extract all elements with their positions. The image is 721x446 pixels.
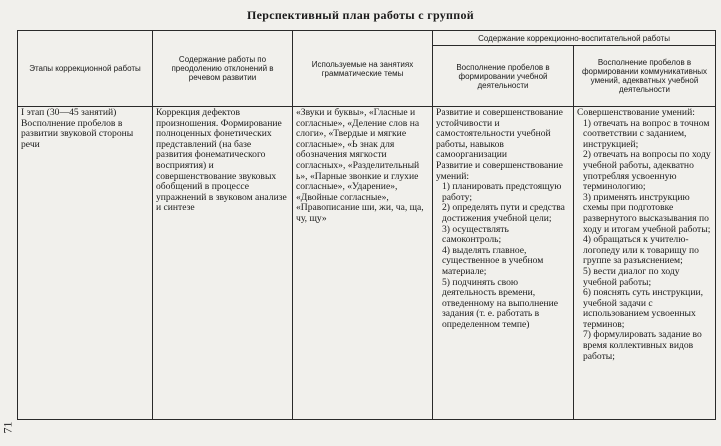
cell-edu bbox=[433, 107, 574, 420]
cell-stage bbox=[18, 107, 153, 420]
topics-text: «Звуки и буквы», «Гласные и согласные», «Деление слов на слоги», «Твердые и мягкие согласные», «Ь знак для обозначения мягкости согласных», «Разделительный ь», «Парные звонкие и глухие согласные», «Ударение», «Двойные согласные», «Правописание ши, жи, ча, ща, чу, щу» bbox=[296, 107, 424, 224]
edu-item: Развитие и совершенствование умений: bbox=[436, 159, 563, 182]
comm-item: 6) пояснять суть инструкции, учебной задачи с использованием усвоенных терминов; bbox=[583, 287, 703, 330]
edu-item: 4) выделять главное, существенное в учебном материале; bbox=[442, 244, 544, 277]
comm-item: Совершенствование умений: bbox=[577, 107, 695, 118]
comm-item: 4) обращаться к учителю-логопеду или к товарищу по группе за разъяснением; bbox=[583, 234, 699, 267]
stage-description: Восполнение пробелов в развитии звуковой стороны речи bbox=[21, 117, 134, 150]
cell-content bbox=[153, 107, 293, 420]
page-number: 71 bbox=[0, 421, 15, 434]
header-comm: Восполнение пробелов в формировании коммуникативных умений, адекватных учебной деятельности bbox=[574, 46, 716, 107]
stage-title: I этап (30—45 занятий) bbox=[21, 107, 117, 118]
comm-item: 3) применять инструкцию схемы при подготовке развернутого высказывания по ходу и итогам учебной работы; bbox=[583, 191, 711, 235]
comm-item: 1) отвечать на вопрос в точном соответствии с заданием, инструкцией; bbox=[583, 117, 710, 150]
cell-comm bbox=[574, 107, 716, 420]
comm-item: 5) вести диалог по ходу учебной работы; bbox=[583, 265, 680, 288]
header-topics: Используемые на занятиях грамматические темы bbox=[293, 31, 433, 107]
edu-item: 3) осуществлять самоконтроль; bbox=[442, 223, 509, 246]
plan-table bbox=[17, 30, 716, 420]
content-text: Коррекция дефектов произношения. Формирование полноценных фонетических представлений (на базе развития фонематического восприятия) и совершенствование звуковых обобщений в процессе упражнений в звуковом анализе и синтезе bbox=[156, 107, 287, 214]
edu-item: Развитие и совершенствование устойчивости и самостоятельности учебной работы, навыков самоорганизации bbox=[436, 107, 563, 161]
cell-topics bbox=[293, 107, 433, 420]
header-stages: Этапы коррекционной работы bbox=[18, 31, 153, 107]
edu-item: 2) определять пути и средства достижения учебной цели; bbox=[442, 202, 565, 224]
page-title: Перспективный план работы с группой bbox=[246, 8, 474, 22]
edu-item: 1) планировать предстоящую работу; bbox=[442, 181, 562, 203]
header-edu: Восполнение пробелов в формировании учебной деятельности bbox=[433, 46, 574, 107]
header-group: Содержание коррекционно-воспитательной работы bbox=[433, 31, 716, 46]
comm-item: 2) отвечать на вопросы по ходу учебной работы, адекватно употребляя усвоенную терминологию; bbox=[583, 149, 711, 193]
header-content: Содержание работы по преодолению отклонений в речевом развитии bbox=[153, 31, 293, 107]
comm-item: 7) формулировать задание во время коллективных видов работы; bbox=[583, 329, 702, 362]
edu-item: 5) подчинять свою деятельность времени, отведенному на выполнение задания (т. е. работать в определенном темпе) bbox=[442, 276, 559, 330]
